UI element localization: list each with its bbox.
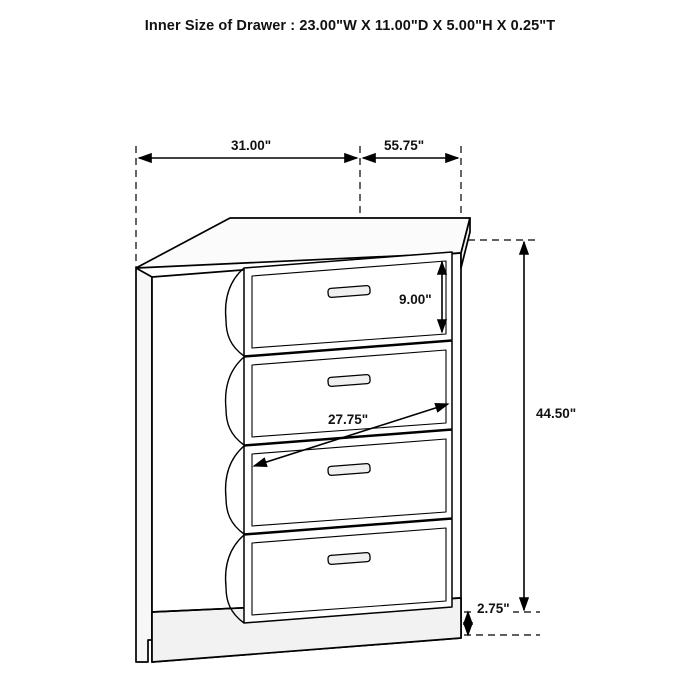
dimension-label-overall-height: 44.50" — [533, 406, 579, 421]
chest-left-side — [136, 268, 152, 662]
drawer-2 — [244, 341, 452, 445]
dimension-label-depth: 55.75" — [381, 138, 427, 153]
drawer-3 — [244, 430, 452, 534]
drawer-4 — [244, 519, 452, 623]
dimension-label-width: 31.00" — [228, 138, 274, 153]
dimension-label-drawer-diagonal: 27.75" — [325, 412, 371, 427]
dimension-label-base-height: 2.75" — [474, 601, 513, 616]
page-title: Inner Size of Drawer : 23.00"W X 11.00"D X 5.00"H X 0.25"T — [144, 18, 556, 34]
drawer-fronts — [244, 252, 452, 623]
dimension-label-drawer-height: 9.00" — [396, 292, 435, 307]
